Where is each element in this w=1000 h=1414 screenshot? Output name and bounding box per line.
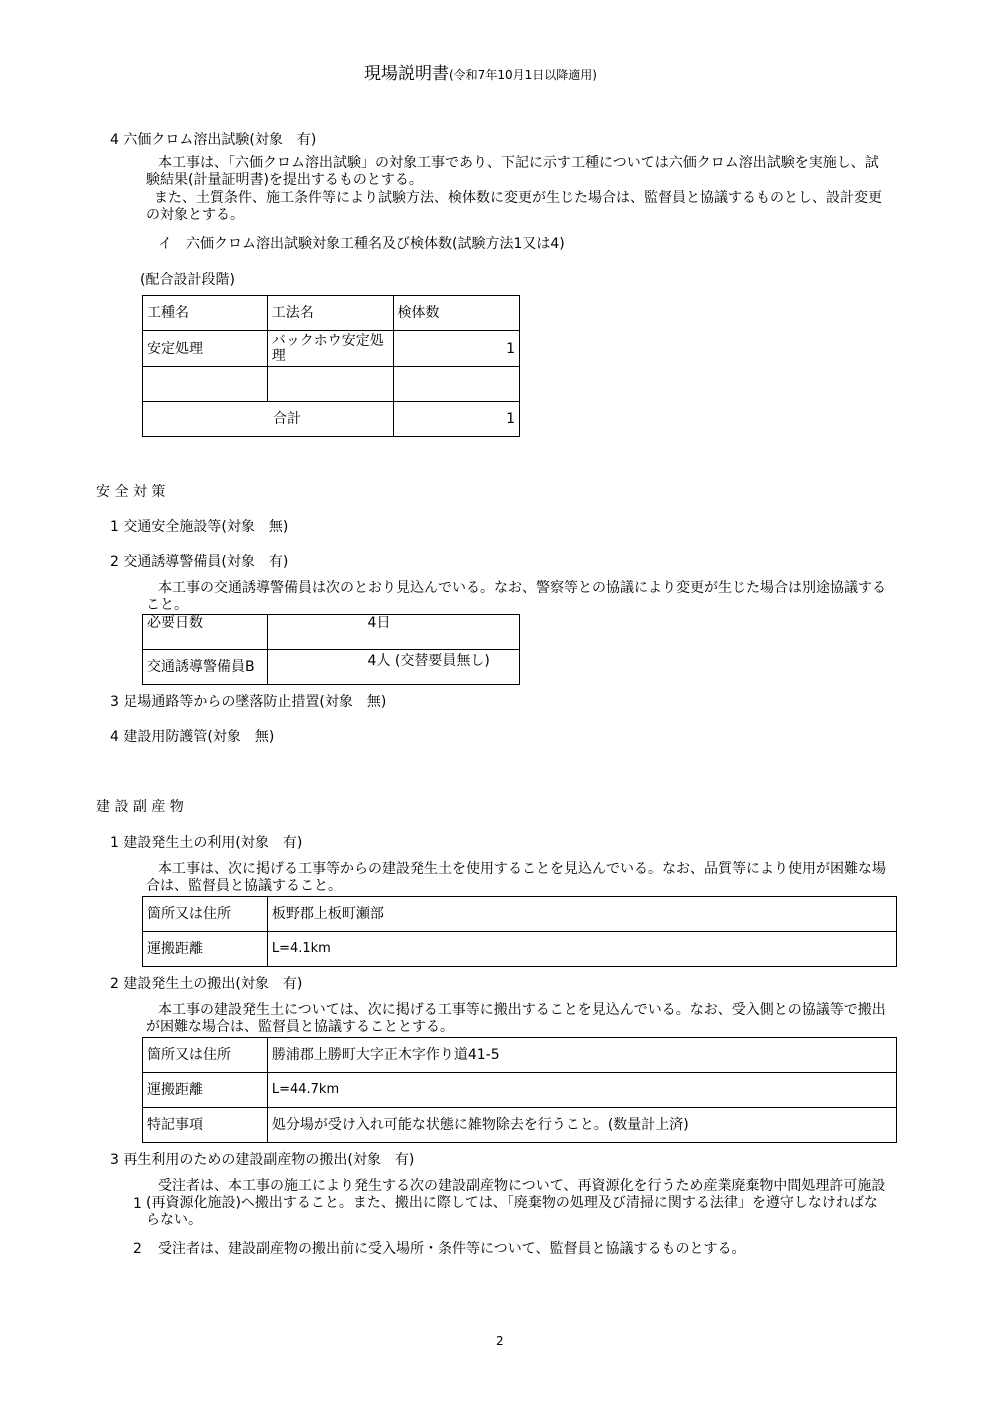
table-cell: 勝浦郡上勝町大字正木字作り道41-5 [267, 1038, 896, 1073]
table-header-cell: 工種名 [143, 296, 268, 331]
byproducts-item-2: 2 建設発生土の搬出(対象 有) [110, 976, 303, 992]
byproducts-item-3-paragraph-2: 受注者は、建設副産物の搬出前に受入場所・条件等について、監督員と協議するものとする。 [158, 1241, 746, 1257]
table-cell [267, 367, 393, 402]
safety-item-3: 3 足場通路等からの墜落防止措置(対象 無) [110, 694, 387, 710]
table-row [143, 897, 897, 932]
table-cell: 交通誘導警備員B [143, 650, 268, 685]
table-cell: 箇所又は住所 [143, 897, 268, 932]
hexchrome-stage-label: (配合設計段階) [140, 272, 235, 288]
table-total-label: 合計 [143, 402, 394, 437]
table-cell: 1 [393, 331, 520, 367]
table-cell: 必要日数 [143, 615, 268, 650]
table-cell: 安定処理 [143, 331, 268, 367]
table-cell: 運搬距離 [143, 1073, 268, 1108]
safety-section-title: 安 全 対 策 [96, 484, 166, 500]
byproducts-item-1-text: 本工事は、次に掲げる工事等からの建設発生土を使用することを見込んでいる。なお、品質等により使用が困難な場合は、監督員と協議すること。 [146, 861, 886, 894]
table-row [143, 1038, 897, 1073]
byproducts-item-1: 1 建設発生土の利用(対象 有) [110, 835, 303, 851]
table-cell: L=4.1km [267, 932, 896, 967]
table-cell: 特記事項 [143, 1108, 268, 1143]
byproducts-section-title: 建 設 副 産 物 [96, 799, 184, 815]
hexchrome-paragraph-1: 本工事は、「六価クロム溶出試験」の対象工事であり、下記に示す工種については六価クロム溶出試験を実施し、試験結果(計量証明書)を提出するものとする。 [146, 155, 879, 188]
table-cell: 4人 (交替要員無し) [267, 650, 519, 685]
document-subtitle: (令和7年10月1日以降適用) [449, 68, 597, 82]
guard-table [142, 614, 520, 685]
table-cell: 4日 [267, 615, 519, 650]
safety-item-2: 2 交通誘導警備員(対象 有) [110, 554, 289, 570]
hexchrome-subheading: イ 六価クロム溶出試験対象工種名及び検体数(試験方法1又は4) [158, 236, 565, 252]
table-cell: 運搬距離 [143, 932, 268, 967]
page-number: 2 [496, 1334, 504, 1348]
document-title: 現場説明書 [364, 64, 449, 84]
hexchrome-heading: 4 六価クロム溶出試験(対象 有) [110, 132, 317, 148]
table-cell [393, 367, 520, 402]
table-cell: 板野郡上板町瀬部 [267, 897, 896, 932]
byproducts-item-3: 3 再生利用のための建設副産物の搬出(対象 有) [110, 1152, 415, 1168]
byproducts-item-3-paragraph-1: 受注者は、本工事の施工により発生する次の建設副産物について、再資源化を行うため産業廃棄物中間処理許可施設(再資源化施設)へ搬出すること。また、搬出に際しては、「廃棄物の処理及び清掃に関する法律」を遵守しなければならない。 [146, 1178, 886, 1228]
table-row [143, 367, 520, 402]
table-row [143, 932, 897, 967]
page-title [364, 64, 597, 84]
safety-item-4: 4 建設用防護管(対象 無) [110, 729, 275, 745]
table-row [143, 650, 520, 685]
table-total-row [143, 402, 520, 437]
table-row [143, 1108, 897, 1143]
table-cell: 箇所又は住所 [143, 1038, 268, 1073]
table-header-row [143, 296, 520, 331]
safety-item-1: 1 交通安全施設等(対象 無) [110, 519, 289, 535]
table-header-cell: 工法名 [267, 296, 393, 331]
table-row [143, 615, 520, 650]
byproducts-item-3-num-1: 1 [133, 1196, 142, 1212]
table-total-value: 1 [393, 402, 520, 437]
hexchrome-table [142, 295, 520, 437]
table-row [143, 1073, 897, 1108]
table-row [143, 331, 520, 367]
hexchrome-paragraph-2: また、土質条件、施工条件等により試験方法、検体数に変更が生じた場合は、監督員と協議するものとし、設計変更の対象とする。 [146, 190, 882, 223]
safety-item-2-text: 本工事の交通誘導警備員は次のとおり見込んでいる。なお、警察等との協議により変更が生じた場合は別途協議すること。 [146, 580, 886, 613]
table-cell: L=44.7km [267, 1073, 896, 1108]
table-cell [143, 367, 268, 402]
table-cell: 処分場が受け入れ可能な状態に雑物除去を行うこと。(数量計上済) [267, 1108, 896, 1143]
byproducts-item-2-text: 本工事の建設発生土については、次に掲げる工事等に搬出することを見込んでいる。なお、受入側との協議等で搬出が困難な場合は、監督員と協議することとする。 [146, 1002, 886, 1035]
soil-export-table [142, 1037, 897, 1143]
byproducts-item-3-num-2: 2 [133, 1241, 142, 1257]
table-cell: バックホウ安定処理 [267, 331, 393, 367]
soil-use-table [142, 896, 897, 967]
table-header-cell: 検体数 [393, 296, 520, 331]
